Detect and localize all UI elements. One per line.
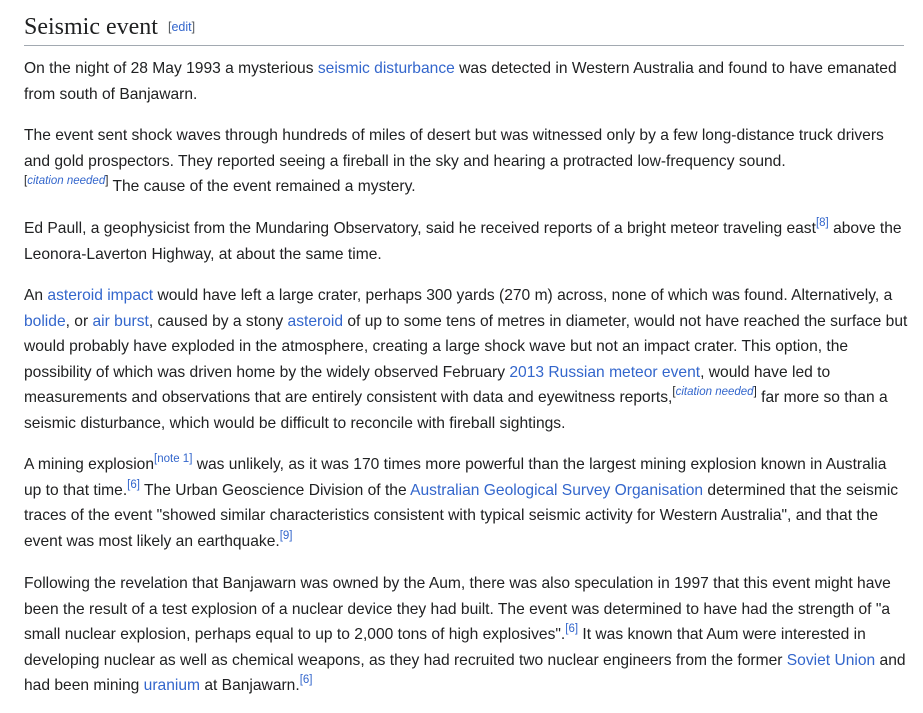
cn-bracket-close: ] (105, 175, 109, 188)
edit-bracket-open: [ (167, 20, 172, 34)
paragraph-text: was unlikely, as it was 170 times more powerful than the largest mining explosion known in Australia up to that time. (24, 456, 887, 499)
link-asteroid[interactable]: asteroid (287, 312, 344, 330)
section-title: Seismic event (24, 14, 158, 40)
reference-6-link[interactable]: [6] (127, 478, 140, 491)
link-asteroid-impact[interactable]: asteroid impact (47, 287, 154, 304)
link-uranium[interactable]: uranium (143, 677, 200, 695)
paragraph-text: The Urban Geoscience Division of the (139, 481, 411, 499)
paragraph-text: , caused by a stony (148, 312, 288, 330)
reference-9 (280, 530, 293, 542)
paragraph-5 (24, 452, 908, 554)
paragraph-3 (24, 216, 908, 267)
paragraph-text: , or (65, 312, 93, 330)
paragraph-text: A mining explosion (24, 456, 155, 473)
link-bolide[interactable]: bolide (24, 312, 66, 330)
paragraph-text: at Banjawarn. (200, 677, 300, 695)
link-air-burst[interactable]: air burst (92, 312, 149, 330)
edit-bracket-close: ] (191, 20, 196, 34)
paragraph-text: and had been mining (24, 651, 906, 695)
paragraph-1 (24, 56, 908, 107)
note-1-link[interactable]: [note 1] (154, 453, 193, 465)
paragraph-text: above the Leonora-Laverton Highway, at about the same time. (24, 220, 902, 263)
reference-6-link[interactable]: [6] (299, 674, 313, 687)
paragraph-text: far more so than a seismic disturbance, which would be difficult to reconcile with fireball sightings. (24, 389, 888, 432)
reference-8-link[interactable]: [8] (815, 217, 829, 229)
paragraph-text: would have left a large crater, perhaps 300 yards (270 m) across, none of which was found. Alternatively, a (153, 287, 893, 304)
paragraph-text: determined that the seismic traces of the event "showed similar characteristics consistent with typical seismic activity for Western Australia", and that the event was most likely an earthquake. (24, 481, 899, 550)
paragraph-text: The cause of the event remained a mystery. (108, 178, 416, 196)
reference-6 (300, 674, 313, 686)
reference-6-link[interactable]: [6] (565, 623, 579, 636)
paragraph-6 (24, 571, 908, 699)
reference-6 (127, 479, 140, 491)
paragraph-text: The event sent shock waves through hundreds of miles of desert but was witnessed only by a few long-distance truck drivers and gold prospectors. They reported seeing a fireball in the sky and hearing a protracted low-frequency sound. (24, 127, 884, 170)
paragraph-text: On the night of 28 May 1993 a mysterious (24, 60, 318, 77)
paragraph-text: An (24, 287, 48, 304)
edit-section (168, 20, 195, 34)
paragraph-text: Ed Paull, a geophysicist from the Mundaring Observatory, said he received reports of a bright meteor traveling east (24, 220, 816, 237)
reference-8 (816, 217, 829, 229)
citation-needed-link[interactable]: citation needed (27, 175, 106, 188)
paragraph-text: was detected in Western Australia and found to have emanated from south of Banjawarn. (24, 60, 897, 103)
paragraph-2 (24, 123, 908, 200)
link-soviet-union[interactable]: Soviet Union (786, 651, 876, 669)
edit-link[interactable]: edit (171, 20, 192, 34)
reference-6 (565, 623, 578, 635)
cn-bracket-open: [ (672, 386, 676, 399)
note-1 (154, 453, 192, 465)
citation-needed (24, 175, 108, 187)
paragraph-text: of up to some tens of metres in diameter, would not have reached the surface but would probably have exploded in the atmosphere, creating a large shock wave but not an impact crater. This option, the possibility of which was driven home by the widely observed February (24, 312, 908, 381)
link-australian-geological-survey-organisation[interactable]: Australian Geological Survey Organisation (410, 481, 704, 499)
reference-9-link[interactable]: [9] (279, 529, 293, 542)
cn-bracket-open: [ (24, 175, 28, 188)
cn-bracket-close: ] (753, 386, 757, 399)
citation-needed (672, 386, 756, 398)
paragraph-4 (24, 283, 908, 437)
paragraph-text: It was known that Aum were interested in developing nuclear as well as chemical weapons, as they had recruited two nuclear engineers from the former (24, 626, 866, 669)
paragraph-text: Following the revelation that Banjawarn was owned by the Aum, there was also speculation in 1997 that this event might have been the result of a test explosion of a nuclear device they had built. The event was determined to have had the strength of "a small nuclear explosion, perhaps equal to up to 2,000 tons of high explosives". (24, 575, 891, 644)
paragraph-text: , would have led to measurements and observations that are entirely consistent with data and eyewitness reports, (24, 363, 831, 407)
section-header (24, 12, 904, 46)
link-2013-russian-meteor-event[interactable]: 2013 Russian meteor event (509, 363, 701, 381)
citation-needed-link[interactable]: citation needed (675, 386, 754, 399)
link-seismic-disturbance[interactable]: seismic disturbance (317, 60, 455, 77)
